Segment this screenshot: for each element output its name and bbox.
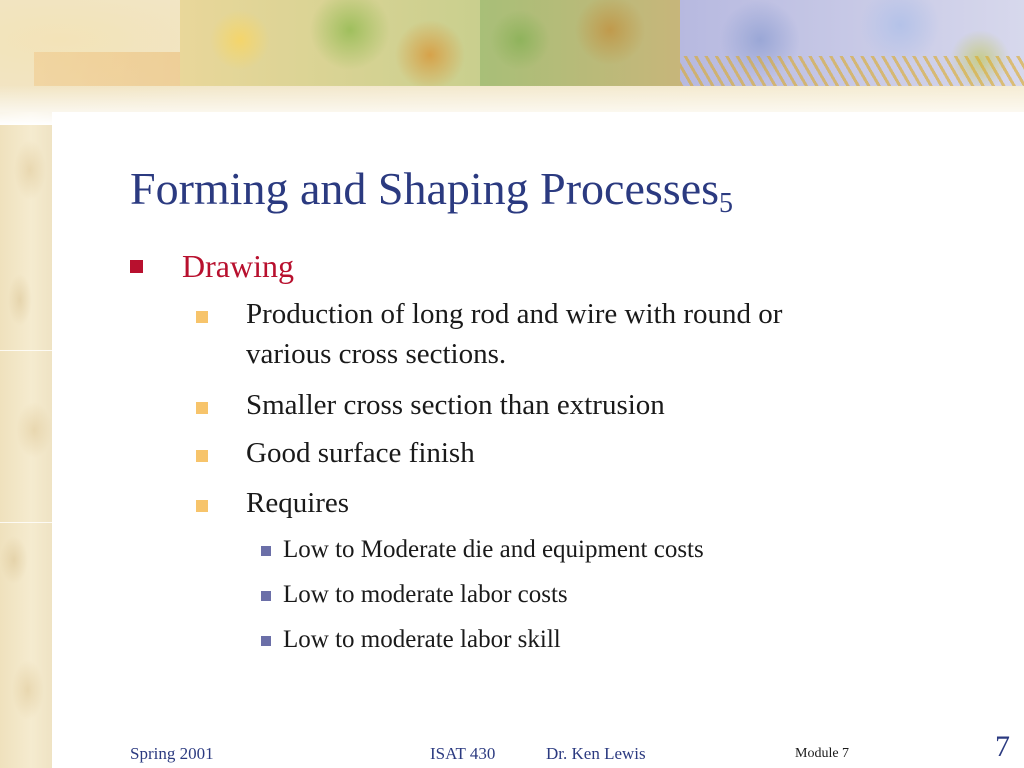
bullet-text: Production of long rod and wire with round or bbox=[246, 298, 783, 330]
foliage-image bbox=[480, 0, 680, 86]
wheat-image bbox=[680, 56, 1024, 86]
title-subscript: 5 bbox=[719, 188, 734, 219]
page-number: 7 bbox=[995, 730, 1010, 763]
footer-course: ISAT 430 bbox=[430, 744, 496, 763]
square-bullet-icon bbox=[196, 311, 208, 323]
bullet-text: Smaller cross section than extrusion bbox=[246, 389, 665, 421]
square-bullet-icon bbox=[196, 402, 208, 414]
slide-title bbox=[130, 162, 733, 220]
square-bullet-icon bbox=[196, 500, 208, 512]
square-bullet-icon bbox=[196, 450, 208, 462]
banner-fade bbox=[0, 85, 1024, 125]
bullet-text: Low to Moderate die and equipment costs bbox=[283, 536, 704, 563]
title-text: Forming and Shaping Processes bbox=[130, 163, 720, 214]
bullet-text-continued: various cross sections. bbox=[246, 338, 507, 370]
square-bullet-icon bbox=[130, 260, 143, 273]
bullet-text: Requires bbox=[246, 487, 350, 519]
footer-term: Spring 2001 bbox=[130, 744, 214, 763]
leaves-image bbox=[180, 0, 480, 86]
square-bullet-icon bbox=[261, 546, 271, 556]
bullet-text: Low to moderate labor costs bbox=[283, 581, 568, 608]
footer-module: Module 7 bbox=[795, 746, 850, 761]
strip-divider bbox=[0, 522, 52, 523]
square-bullet-icon bbox=[261, 636, 271, 646]
footer-author: Dr. Ken Lewis bbox=[546, 744, 646, 763]
bullet-text: Drawing bbox=[182, 248, 294, 284]
strip-divider bbox=[0, 350, 52, 351]
bullet-text: Low to moderate labor skill bbox=[283, 626, 561, 653]
square-bullet-icon bbox=[261, 591, 271, 601]
bullet-text: Good surface finish bbox=[246, 437, 475, 469]
